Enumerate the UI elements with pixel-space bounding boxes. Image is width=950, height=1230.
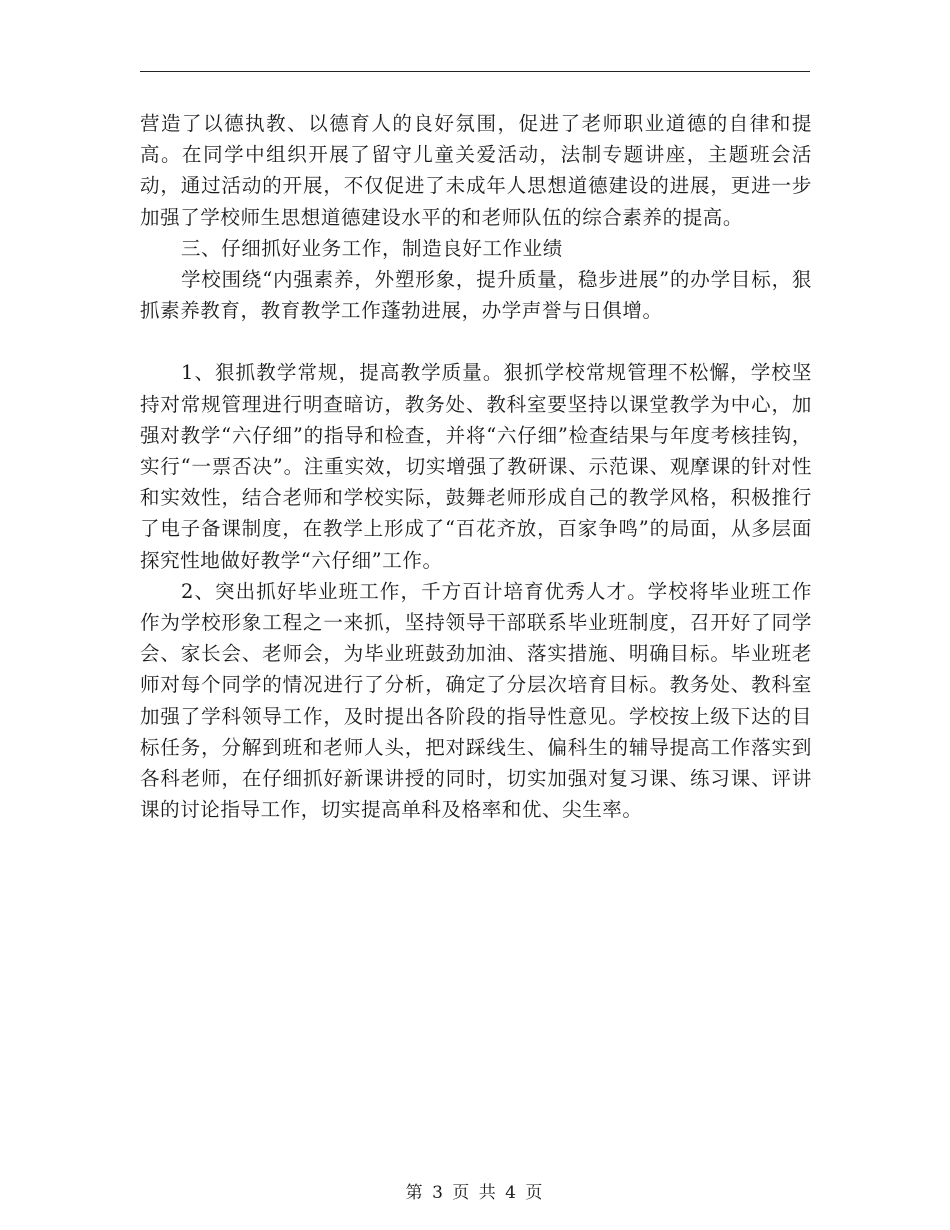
page-footer: 第 3 页 共 4 页 — [405, 1183, 545, 1203]
paragraph-school-goal: 学校围绕“内强素养，外塑形象，提升质量，稳步进展”的办学目标，狠抓素养教育，教育教学工作蓬勃进展，办学声誉与日俱增。 — [140, 268, 812, 323]
paragraph-gap — [140, 326, 812, 357]
paragraph-teaching-routine: 1、狠抓教学常规，提高教学质量。狠抓学校常规管理不松懈，学校坚持对常规管理进行明查暗访，教务处、教科室要坚持以课堂教学为中心，加强对教学“六仔细”的指导和检查，并将“六仔细”检查结果与年度考核挂钩，实行“一票否决”。注重实效，切实增强了教研课、示范课、观摩课的针对性和实效性，结合老师和学校实际，鼓舞老师形成自己的教学风格，积极推行了电子备课制度，在教学上形成了“百花齐放，百家争鸣”的局面，从多层面探究性地做好教学“六仔细”工作。 — [140, 361, 812, 572]
section-heading: 三、仔细抓好业务工作，制造良好工作业绩 — [180, 236, 563, 260]
paragraph-continued: 营造了以德执教、以德育人的良好氛围，促进了老师职业道德的自律和提高。在同学中组织开展了留守儿童关爱活动，法制专题讲座，主题班会活动，通过活动的开展，不仅促进了未成年人思想道德建设的进展，更进一步加强了学校师生思想道德建设水平的和老师队伍的综合素养的提高。 — [140, 112, 812, 229]
paragraph-graduating-class: 2、突出抓好毕业班工作，千方百计培育优秀人才。学校将毕业班工作作为学校形象工程之一来抓，坚持领导干部联系毕业班制度，召开好了同学会、家长会、老师会，为毕业班鼓劲加油、落实措施、明确目标。毕业班老师对每个同学的情况进行了分析，确定了分层次培育目标。教务处、教科室加强了学科领导工作，及时提出各阶段的指导性意见。学校按上级下达的目标任务，分解到班和老师人头，把对踩线生、偏科生的辅导提高工作落实到各科老师，在仔细抓好新课讲授的同时，切实加强对复习课、练习课、评讲课的讨论指导工作，切实提高单科及格率和优、尖生率。 — [140, 579, 812, 822]
document-body — [140, 108, 812, 825]
header-rule — [140, 71, 810, 72]
